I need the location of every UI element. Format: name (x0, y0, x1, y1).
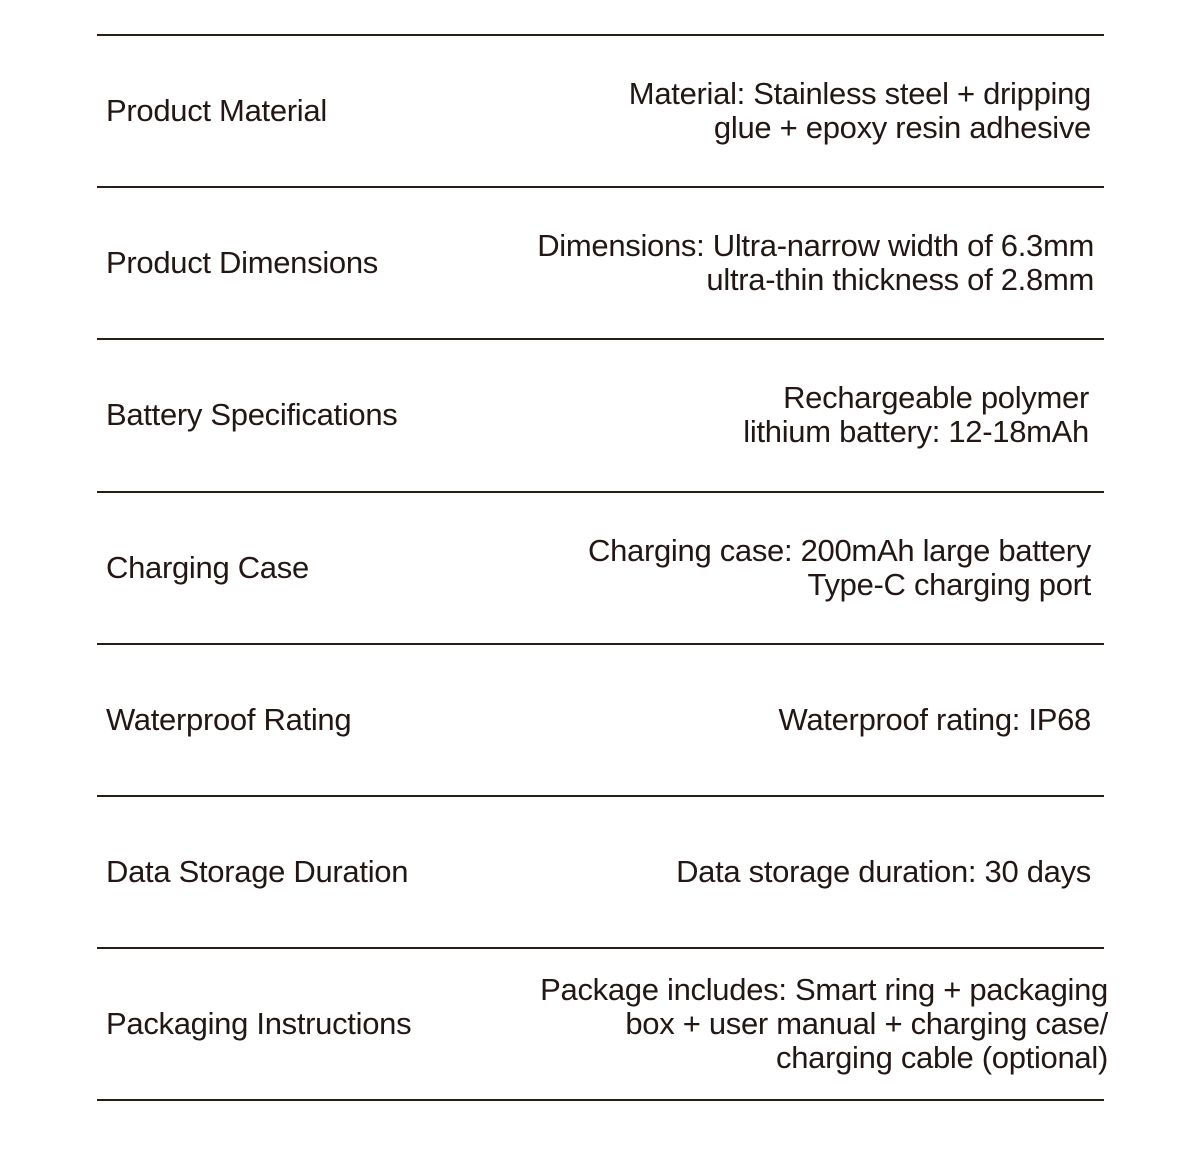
spec-value-line: Package includes: Smart ring + packaging (540, 972, 1108, 1007)
spec-label: Data Storage Duration (106, 854, 409, 889)
spec-value (451, 493, 1091, 643)
spec-row-charging-case (97, 493, 1104, 643)
spec-value-line: Waterproof rating: IP68 (778, 702, 1091, 737)
spec-value-line: Material: Stainless steel + dripping (628, 76, 1091, 111)
spec-value (451, 645, 1091, 795)
spec-row-product-dimensions (97, 188, 1104, 338)
spec-label: Waterproof Rating (106, 702, 352, 737)
divider (97, 1099, 1104, 1101)
spec-row-waterproof-rating (97, 645, 1104, 795)
spec-value (451, 797, 1091, 947)
spec-value-line: Type-C charging port (807, 567, 1091, 602)
spec-value-line: glue + epoxy resin adhesive (713, 110, 1091, 145)
spec-value-line: Charging case: 200mAh large battery (587, 533, 1091, 568)
spec-value-line: charging cable (optional) (776, 1040, 1108, 1075)
spec-label: Product Material (106, 93, 327, 128)
spec-value-line: Rechargeable polymer (783, 380, 1089, 415)
spec-label: Product Dimensions (106, 245, 378, 280)
spec-value-line: box + user manual + charging case/ (625, 1006, 1108, 1041)
spec-label: Charging Case (106, 550, 309, 585)
spec-table (97, 0, 1108, 1169)
spec-row-battery-specifications (97, 340, 1104, 490)
spec-value (451, 36, 1091, 186)
spec-value-line: Data storage duration: 30 days (676, 854, 1091, 889)
spec-value-line: ultra-thin thickness of 2.8mm (706, 262, 1094, 297)
spec-label: Battery Specifications (106, 397, 398, 432)
spec-row-product-material (97, 36, 1104, 186)
spec-row-packaging-instructions (97, 949, 1108, 1099)
spec-value-line: lithium battery: 12-18mAh (743, 414, 1089, 449)
spec-row-data-storage-duration (97, 797, 1104, 947)
spec-value-line: Dimensions: Ultra-narrow width of 6.3mm (537, 228, 1094, 263)
spec-value (449, 340, 1089, 490)
spec-value (454, 188, 1094, 338)
spec-label: Packaging Instructions (106, 1006, 412, 1041)
spec-value (468, 949, 1108, 1099)
